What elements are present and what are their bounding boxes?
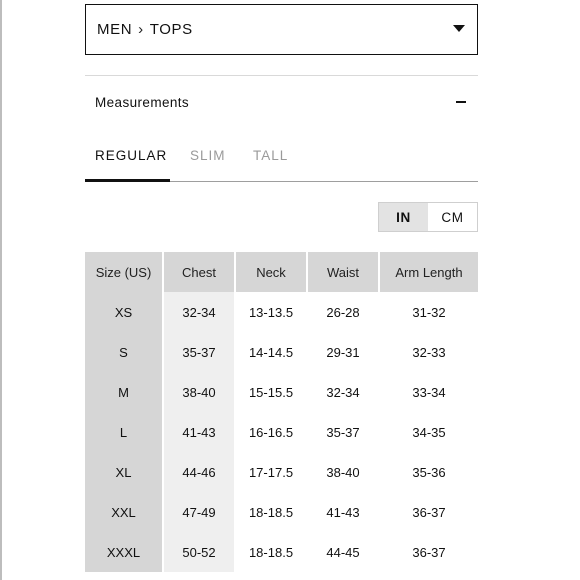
cell-neck: 17-17.5 xyxy=(236,452,308,492)
cell-chest: 44-46 xyxy=(164,452,236,492)
cell-chest: 47-49 xyxy=(164,492,236,532)
cell-arm-length: 35-36 xyxy=(380,452,478,492)
table-row xyxy=(85,292,478,332)
unit-cm-button[interactable]: CM xyxy=(428,203,477,231)
cell-size: S xyxy=(85,332,164,372)
cell-arm-length: 33-34 xyxy=(380,372,478,412)
cell-arm-length: 34-35 xyxy=(380,412,478,452)
cell-waist: 35-37 xyxy=(308,412,380,452)
cell-neck: 18-18.5 xyxy=(236,492,308,532)
header-size: Size (US) xyxy=(85,252,164,292)
cell-chest: 50-52 xyxy=(164,532,236,572)
cell-waist: 32-34 xyxy=(308,372,380,412)
tab-regular[interactable]: REGULAR xyxy=(95,148,168,163)
unit-in-button[interactable]: IN xyxy=(379,203,428,231)
cell-neck: 18-18.5 xyxy=(236,532,308,572)
cell-waist: 41-43 xyxy=(308,492,380,532)
table-row xyxy=(85,532,478,572)
crumb-men: MEN xyxy=(97,21,133,38)
table-row xyxy=(85,452,478,492)
cell-neck: 13-13.5 xyxy=(236,292,308,332)
category-breadcrumb xyxy=(97,21,193,38)
table-row xyxy=(85,492,478,532)
measurements-label: Measurements xyxy=(95,94,190,110)
cell-arm-length: 32-33 xyxy=(380,332,478,372)
cell-size: M xyxy=(85,372,164,412)
collapse-minus-icon[interactable] xyxy=(456,101,466,103)
header-chest: Chest xyxy=(164,252,236,292)
tab-tall[interactable]: TALL xyxy=(253,148,289,163)
cell-neck: 15-15.5 xyxy=(236,372,308,412)
measurements-accordion-header[interactable] xyxy=(85,88,478,116)
crumb-tops: TOPS xyxy=(149,21,193,38)
size-chart-table xyxy=(85,252,478,572)
cell-neck: 16-16.5 xyxy=(236,412,308,452)
cell-size: XS xyxy=(85,292,164,332)
cell-waist: 44-45 xyxy=(308,532,380,572)
cell-chest: 32-34 xyxy=(164,292,236,332)
cell-waist: 38-40 xyxy=(308,452,380,492)
cell-arm-length: 31-32 xyxy=(380,292,478,332)
cell-size: XL xyxy=(85,452,164,492)
table-row xyxy=(85,332,478,372)
cell-neck: 14-14.5 xyxy=(236,332,308,372)
cell-arm-length: 36-37 xyxy=(380,492,478,532)
category-dropdown[interactable] xyxy=(85,4,478,55)
caret-down-icon xyxy=(453,25,465,32)
cell-arm-length: 36-37 xyxy=(380,532,478,572)
cell-size: XXL xyxy=(85,492,164,532)
tab-slim[interactable]: SLIM xyxy=(190,148,226,163)
header-neck: Neck xyxy=(236,252,308,292)
chevron-right-icon: › xyxy=(138,21,144,38)
table-header-row xyxy=(85,252,478,292)
cell-size: XXXL xyxy=(85,532,164,572)
table-row xyxy=(85,412,478,452)
active-tab-indicator xyxy=(85,179,170,182)
fit-tabs xyxy=(85,138,478,182)
page-edge-divider xyxy=(0,0,2,580)
header-arm-length: Arm Length xyxy=(380,252,478,292)
table-row xyxy=(85,372,478,412)
header-waist: Waist xyxy=(308,252,380,292)
cell-chest: 35-37 xyxy=(164,332,236,372)
cell-chest: 41-43 xyxy=(164,412,236,452)
cell-size: L xyxy=(85,412,164,452)
cell-waist: 29-31 xyxy=(308,332,380,372)
unit-toggle xyxy=(378,202,478,232)
section-divider xyxy=(85,75,478,76)
cell-waist: 26-28 xyxy=(308,292,380,332)
cell-chest: 38-40 xyxy=(164,372,236,412)
